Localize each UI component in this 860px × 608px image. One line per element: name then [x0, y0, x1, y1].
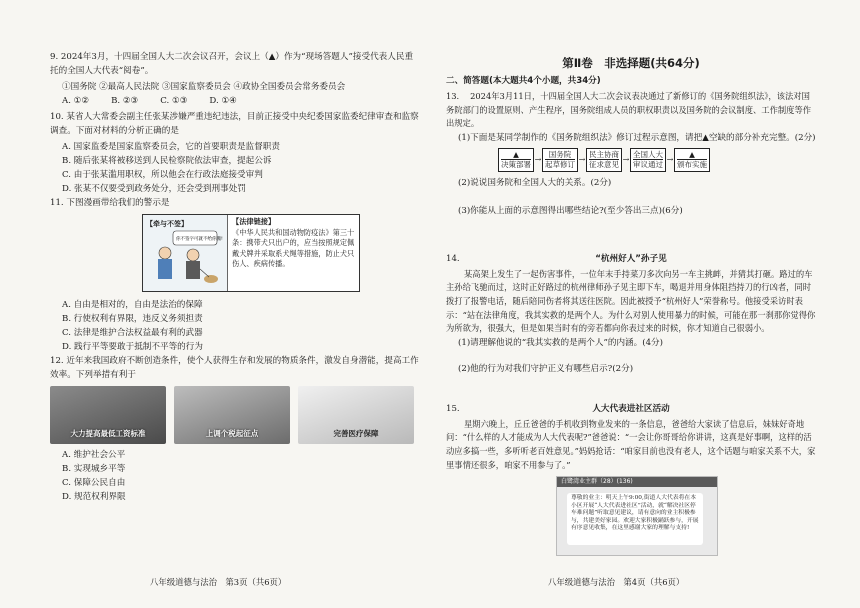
q11-option-a: A. 自由是相对的，自由是法治的保障	[62, 300, 203, 310]
photo-tax-threshold	[174, 386, 290, 444]
q11-stem: 11. 下图漫画带给我们的警示是	[50, 198, 170, 208]
q11-option-c: C. 法律是维护合法权益最有利的武器	[62, 328, 203, 338]
q9-stem: 9. 2024年3月，十四届全国人大二次会议召开，会议上（▲）作为“现场答题人”接受代表人民重托的全国人大代表“阅卷”。	[50, 52, 414, 76]
flow-step: ▲ 颁布实施	[674, 148, 710, 172]
q13-sub3: (3)你能从上面的示意图得出哪些结论?(至少答出三点)(6分)	[458, 205, 683, 216]
photo-min-wage	[50, 386, 166, 444]
q9-option-b: B. ②③	[111, 96, 139, 106]
q15-paragraph: 星期六晚上，丘丘爸爸的手机收到物业发来的一条信息，爸爸给大家读了信息后，妹妹好奇地问：“什么样的人才能成为人大代表呢?”爸爸说：“一会让你哥哥给你讲讲，这真是好事啊，这样的活动应多搞一些，多听听老百姓意见。”妈妈抢话：“咱家目前也没有老人，这个话题与咱家关系不大，家里事情还很多，咱家不用参与了。”	[446, 418, 816, 470]
arrow-right-icon: →	[666, 154, 674, 164]
q11-option-d: D. 践行平等要敢于抵制不平等的行为	[62, 342, 203, 352]
q9-items: ①国务院 ②最高人民法院 ③国家监察委员会 ④政协全国委员会常务委员会	[62, 82, 346, 92]
arrow-right-icon: →	[622, 154, 630, 164]
q9-option-d: D. ①④	[209, 96, 237, 106]
q12-option-b: B. 实现城乡平等	[62, 464, 126, 474]
footer-page-4: 八年级道德与法治 第4页（共6页）	[548, 577, 685, 587]
flow-step: 民主协商 征求意见	[586, 148, 622, 172]
q14-sub2: (2)他的行为对我们守护正义有哪些启示?(2分)	[458, 363, 634, 374]
q12-option-c: C. 保障公民自由	[62, 478, 126, 488]
q13-stem: 13. 2024年3月11日，十四届全国人大二次会议表决通过了新修订的《国务院组织法》，该法对国务院部门的设置原则、产生程序，国务院组成人员的职权职责以及国务院的会议制度、工作制度等作出规定。	[446, 91, 812, 129]
q10-option-a: A. 国家监委是国家监察委员会，它的首要职责是监督职责	[62, 142, 280, 152]
section-title: 第Ⅱ卷 非选择题(共64分)	[562, 56, 700, 70]
arrow-right-icon: →	[578, 154, 586, 164]
footer-page-3: 八年级道德与法治 第3页（共6页）	[150, 577, 287, 587]
cartoon-image	[143, 215, 228, 291]
right-column	[446, 54, 816, 556]
q12-photos	[50, 386, 420, 444]
flow-step: 国务院 起草修订	[542, 148, 578, 172]
q13-flow-diagram	[498, 148, 816, 172]
law-text: 《中华人民共和国动物防疫法》第三十条：携带犬只出户的，应当按照规定佩戴犬牌并采取系犬绳等措施，防止犬只伤人、疾病传播。	[232, 227, 355, 268]
sub-title: 二、简答题(本大题共4个小题，共34分)	[446, 76, 601, 86]
q9-option-a: A. ①②	[62, 96, 90, 106]
photo-medical-insurance	[298, 386, 414, 444]
q14-header: 14. “杭州好人”孙子见	[446, 252, 816, 268]
q13-sub1: (1)下面是某同学制作的《国务院组织法》修订过程示意图，请把▲空缺的部分补充完整。(2分)	[458, 132, 816, 143]
cartoon-speech: 你不签字可就不给你搬!	[176, 237, 223, 242]
q12-stem: 12. 近年来我国政府不断创造条件，使个人获得生存和发展的物质条件，激发自身潜能，提高工作效率。下列举措有利于	[50, 356, 419, 380]
photo-caption: 上调个税起征点	[205, 429, 259, 438]
law-link-box	[228, 215, 359, 291]
q10-option-c: C. 由于张某滥用职权，所以他会在行政法庭接受审判	[62, 170, 263, 180]
q10-stem: 10. 某省人大常委会副主任张某涉嫌严重违纪违法，目前正接受中央纪委国家监委纪律审查和监察调查。下面对材料的分析正确的是	[50, 112, 419, 136]
left-column	[50, 50, 420, 504]
photo-caption: 完善医疗保障	[333, 429, 379, 438]
chat-title-bar: 白鹭湾业主群（28）(136)	[557, 477, 717, 487]
q11-cartoon	[142, 214, 360, 292]
q14-sub1: (1)请理解他说的“我其实救的是两个人”的内涵。(4分)	[458, 337, 664, 348]
flow-step: 全国人大 审议通过	[630, 148, 666, 172]
q10-option-b: B. 随后张某将被移送到人民检察院依法审查，提起公诉	[62, 156, 272, 166]
q12-option-a: A. 维护社会公平	[62, 450, 126, 460]
cartoon-caption: 【牵与不签】	[146, 220, 188, 228]
flow-step: ▲ 决策部署	[498, 148, 534, 172]
q12-option-d: D. 规范权利界限	[62, 492, 126, 502]
photo-caption: 大力提高最低工资标准	[70, 429, 146, 438]
q13-sub2: (2)说说国务院和全国人大的关系。(2分)	[458, 177, 612, 188]
q15-header: 15. 人大代表进社区活动	[446, 402, 816, 418]
q15-title: 人大代表进社区活动	[592, 403, 670, 414]
q10-option-d: D. 张某不仅要受到政务处分，还会受到刑事处罚	[62, 184, 246, 194]
q11-option-b: B. 行使权利有界限，违反义务须担责	[62, 314, 203, 324]
q14-paragraph: 某高架上发生了一起伤害事件，一位年末手持菜刀多次向另一车主挑衅，并猜其打砸。路过的车主孙给飞驰而过，这时正好路过的杭州律师孙子见主即下车，喝退并用身体阻挡持刀的行凶者，同时拨打了报警电话，随后陪同伤者将其送往医院。因此被授予“杭州好人”荣誉称号。他接受采访时表示：“站在法律角度，我其实救的是两个人。为什么对别人使用暴力的时候，可能在那一刹那你觉得你为所欲为，很强大，但是如果当时有的旁若都向你表过来的时候，你才知道自己很弱小。	[446, 268, 816, 334]
q9-options	[50, 94, 420, 108]
chat-message: 尊敬的业主：明天上午9:00,街道人大代表将在本小区开展“人大代表进社区”活动，就“解决社区停车难问题”听取意见建议，请有意向的业主积极参与，共建美好家园。欢迎大家积极踊跃参与，开展有序意见收集，在这里感谢大家的理解与支持!	[567, 493, 703, 545]
chat-screenshot	[556, 476, 718, 556]
law-caption: 【法律链接】	[232, 217, 276, 226]
arrow-right-icon: →	[534, 154, 542, 164]
q9-option-c: C. ①③	[160, 96, 188, 106]
q14-title: “杭州好人”孙子见	[595, 253, 667, 264]
